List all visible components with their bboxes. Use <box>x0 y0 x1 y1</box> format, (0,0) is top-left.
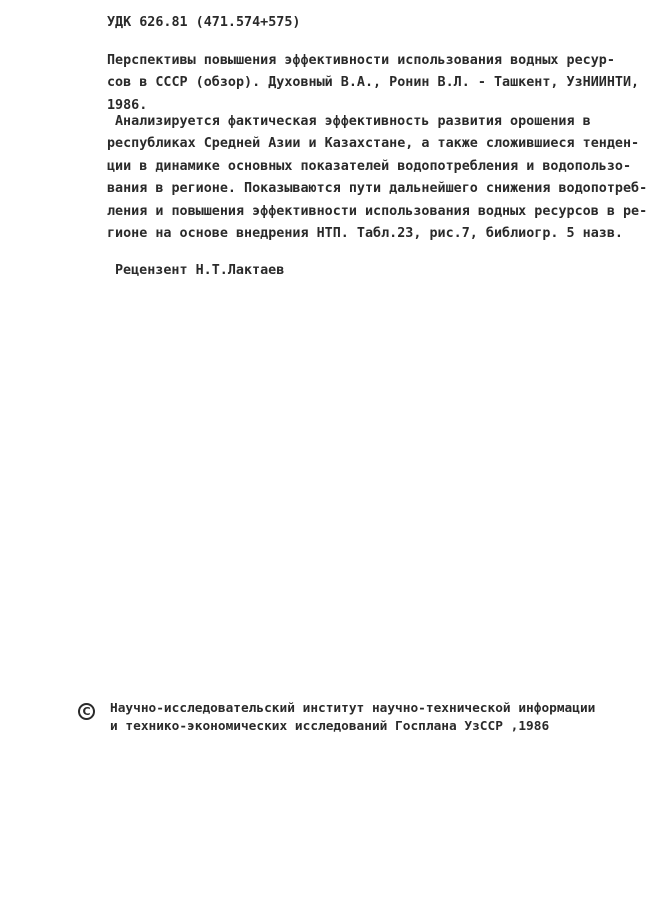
reviewer-note: Рецензент Н.Т.Лактаев <box>115 263 285 278</box>
title-line: сов в СССР (обзор). Духовный В.А., Ронин В.Л. - Ташкент, УзНИИНТИ, <box>107 75 640 91</box>
copyright-line: Научно-исследовательский институт научно-технической информации <box>110 701 596 716</box>
copyright-line: и технико-экономических исследований Госплана УзССР ,1986 <box>110 719 550 734</box>
abstract-line: вания в регионе. Показываются пути дальнейшего снижения водопотреб- <box>107 181 648 197</box>
udk-code: УДК 626.81 (471.574+575) <box>107 15 301 30</box>
abstract <box>107 111 647 245</box>
bibliographic-title <box>107 50 639 117</box>
copyright-icon: C <box>78 703 95 720</box>
abstract-line: республиках Средней Азии и Казахстане, а также сложившиеся тенден- <box>107 136 640 152</box>
abstract-line: Анализируется фактическая эффективность развития орошения в <box>115 114 591 129</box>
copyright-notice <box>70 700 666 744</box>
abstract-line: ления и повышения эффективности использования водных ресурсов в ре- <box>107 203 648 219</box>
title-line: 1986. <box>107 97 148 113</box>
title-line: Перспективы повышения эффективности использования водных ресур- <box>107 53 615 68</box>
abstract-line: ции в динамике основных показателей водопотребления и водопользо- <box>107 158 632 174</box>
copyright-text <box>110 700 595 736</box>
abstract-line: гионе на основе внедрения НТП. Табл.23, рис.7, библиогр. 5 назв. <box>107 225 623 241</box>
